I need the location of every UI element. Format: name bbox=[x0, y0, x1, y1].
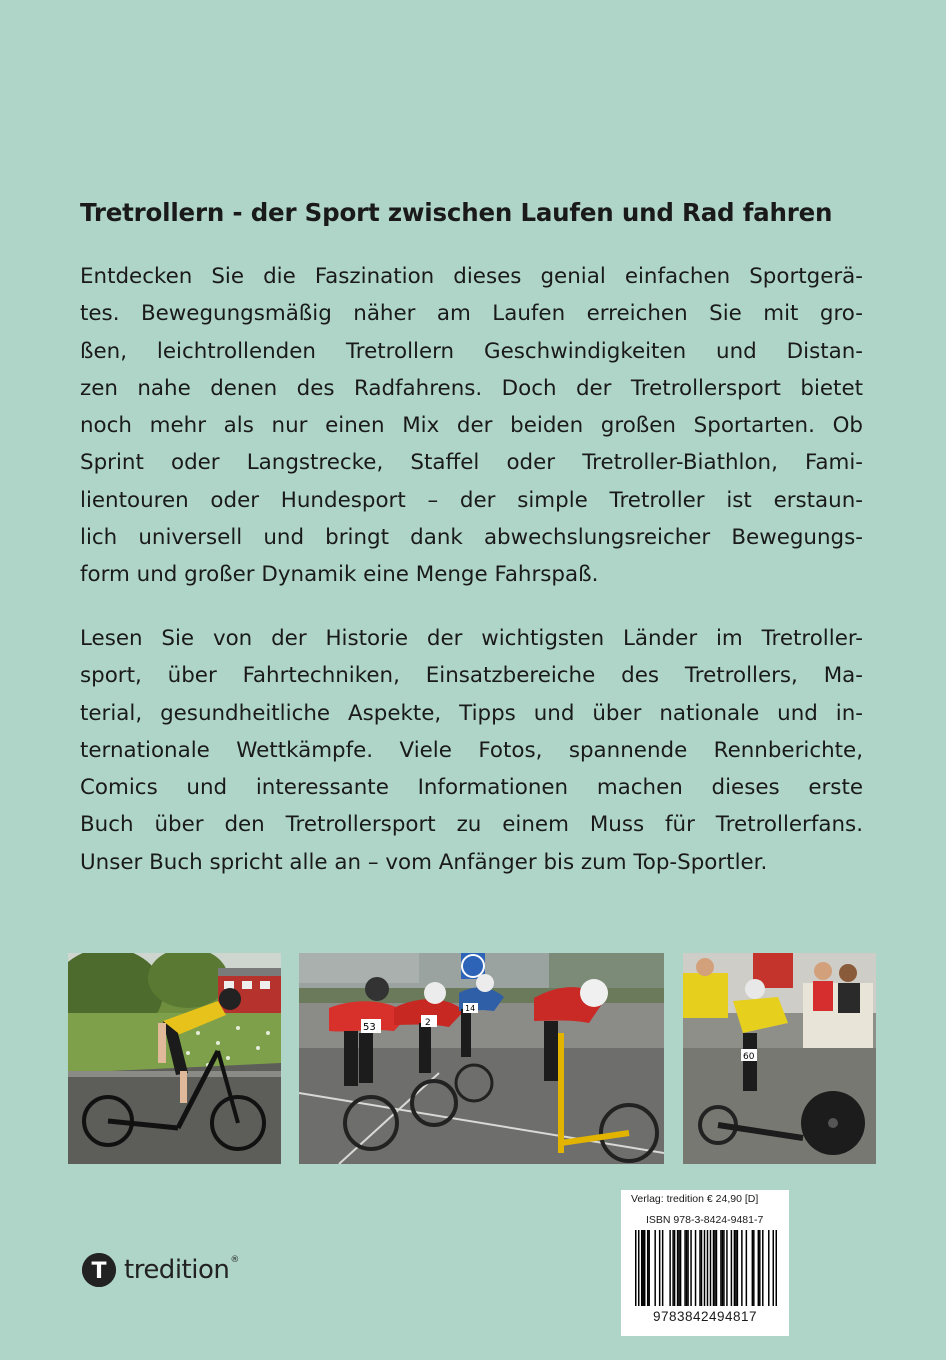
paragraph-line: lientouren oder Hundesport – der simple Tretroller ist erstaun- bbox=[80, 487, 863, 513]
bib-number-text: 53 bbox=[363, 1022, 376, 1033]
description-paragraph-2 bbox=[80, 620, 863, 881]
barcode-bar bbox=[716, 1230, 717, 1306]
isbn-barcode-label bbox=[621, 1190, 789, 1336]
paragraph-line: Buch über den Tretrollersport zu einem Muss für Tretrollerfans. bbox=[80, 812, 863, 838]
barcode-bar bbox=[669, 1230, 670, 1306]
bib-number-text: 2 bbox=[425, 1018, 431, 1028]
paragraph-line: lich universell und bringt dank abwechslungsreicher Bewegungs- bbox=[80, 525, 863, 551]
barcode-bar bbox=[659, 1230, 660, 1306]
barcode-bar bbox=[776, 1230, 777, 1306]
barcode-bar bbox=[695, 1230, 696, 1306]
barcode-bar bbox=[758, 1230, 759, 1306]
barcode-bar bbox=[684, 1230, 685, 1306]
barcode-number: 9783842494817 bbox=[652, 1309, 758, 1324]
barcode-bar bbox=[720, 1230, 721, 1306]
photo-scooter-rider bbox=[68, 953, 281, 1164]
publisher-name-text: tredition bbox=[124, 1255, 230, 1285]
paragraph-line: tes. Bewegungsmäßig näher am Laufen erreichen Sie mit gro- bbox=[80, 301, 863, 327]
barcode-bar bbox=[677, 1230, 678, 1306]
barcode-bar bbox=[762, 1230, 763, 1306]
barcode-bar bbox=[701, 1230, 702, 1306]
barcode-bar bbox=[654, 1230, 655, 1306]
bib-number-text: 14 bbox=[465, 1004, 476, 1013]
barcode-bar bbox=[642, 1230, 643, 1306]
bib-number-text: 60 bbox=[743, 1052, 755, 1062]
barcode-bar bbox=[768, 1230, 769, 1306]
registered-mark: ® bbox=[230, 1255, 239, 1265]
barcode-bar bbox=[735, 1230, 736, 1306]
barcode-bar bbox=[690, 1230, 691, 1306]
barcode-bar bbox=[686, 1230, 687, 1306]
paragraph-line: ßen, leichtrollenden Tretrollern Geschwindigkeiten und Distan- bbox=[80, 338, 863, 364]
photo-race-group-illustration bbox=[299, 953, 664, 1164]
photo-scooter-finish bbox=[683, 953, 876, 1164]
paragraph-line: noch mehr als nur einen Mix der beiden großen Sportarten. Ob bbox=[80, 413, 863, 439]
tredition-logo-icon bbox=[82, 1253, 116, 1287]
price-publisher-line: Verlag: tredition € 24,90 [D] bbox=[631, 1193, 759, 1205]
barcode-bar bbox=[662, 1230, 663, 1306]
barcode-bar bbox=[704, 1230, 705, 1306]
barcode-bar bbox=[773, 1230, 774, 1306]
barcode-bar bbox=[680, 1230, 681, 1306]
barcode-bar bbox=[641, 1230, 642, 1306]
paragraph-line: sport, über Fahrtechniken, Einsatzbereiche des Tretrollers, Ma- bbox=[80, 663, 863, 689]
barcode-bar bbox=[741, 1230, 742, 1306]
barcode-bar bbox=[753, 1230, 754, 1306]
barcode-bar bbox=[737, 1230, 738, 1306]
paragraph-line: form und großer Dynamik eine Menge Fahrspaß. bbox=[80, 562, 599, 588]
barcode-bar bbox=[731, 1230, 732, 1306]
photo-scooter-finish-illustration bbox=[683, 953, 876, 1164]
paragraph-line: Lesen Sie von der Historie der wichtigsten Länder im Tretroller- bbox=[80, 626, 863, 651]
barcode-bar bbox=[648, 1230, 649, 1306]
barcode-bar bbox=[714, 1230, 715, 1306]
barcode-bar bbox=[678, 1230, 679, 1306]
barcode-bar bbox=[699, 1230, 700, 1306]
logo-letter: T bbox=[91, 1259, 107, 1284]
paragraph-line: Unser Buch spricht alle an – vom Anfänger bis zum Top-Sportler. bbox=[80, 849, 768, 875]
barcode-bar bbox=[746, 1230, 747, 1306]
barcode-bar bbox=[687, 1230, 688, 1306]
barcode-bar bbox=[734, 1230, 735, 1306]
paragraph-line: Comics und interessante Informationen machen dieses erste bbox=[80, 775, 863, 801]
paragraph-line: Entdecken Sie die Faszination dieses genial einfachen Sportgerä- bbox=[80, 264, 863, 289]
publisher-name bbox=[124, 1255, 239, 1285]
barcode-bar bbox=[713, 1230, 714, 1306]
paragraph-line: zen nahe denen des Radfahrens. Doch der Tretrollersport bietet bbox=[80, 375, 863, 401]
barcode-bar bbox=[759, 1230, 760, 1306]
book-title: Tretrollern - der Sport zwischen Laufen und Rad fahren bbox=[80, 198, 833, 227]
barcode-bar bbox=[644, 1230, 645, 1306]
barcode-bar bbox=[638, 1230, 639, 1306]
publisher-logo bbox=[82, 1252, 239, 1288]
barcode-bar bbox=[635, 1230, 636, 1306]
isbn-line: ISBN 978-3-8424-9481-7 bbox=[646, 1214, 764, 1226]
barcode-bar bbox=[672, 1230, 673, 1306]
barcode-bar bbox=[707, 1230, 708, 1306]
paragraph-line: Sprint oder Langstrecke, Staffel oder Tretroller-Biathlon, Fami- bbox=[80, 450, 863, 476]
paragraph-line: terial, gesundheitliche Aspekte, Tipps und über nationale und in- bbox=[80, 700, 863, 726]
barcode-bar bbox=[726, 1230, 727, 1306]
paragraph-line: ternationale Wettkämpfe. Viele Fotos, spannende Rennberichte, bbox=[80, 737, 863, 763]
barcode-bar bbox=[647, 1230, 648, 1306]
barcode-bar bbox=[752, 1230, 753, 1306]
photo-race-group bbox=[299, 953, 664, 1164]
barcode-bar bbox=[710, 1230, 711, 1306]
photo-scooter-rider-illustration bbox=[68, 953, 281, 1164]
barcode-bar bbox=[722, 1230, 723, 1306]
barcode-bar bbox=[723, 1230, 724, 1306]
barcode-bar bbox=[674, 1230, 675, 1306]
barcode-bars bbox=[635, 1230, 777, 1306]
description-paragraph-1 bbox=[80, 258, 863, 594]
